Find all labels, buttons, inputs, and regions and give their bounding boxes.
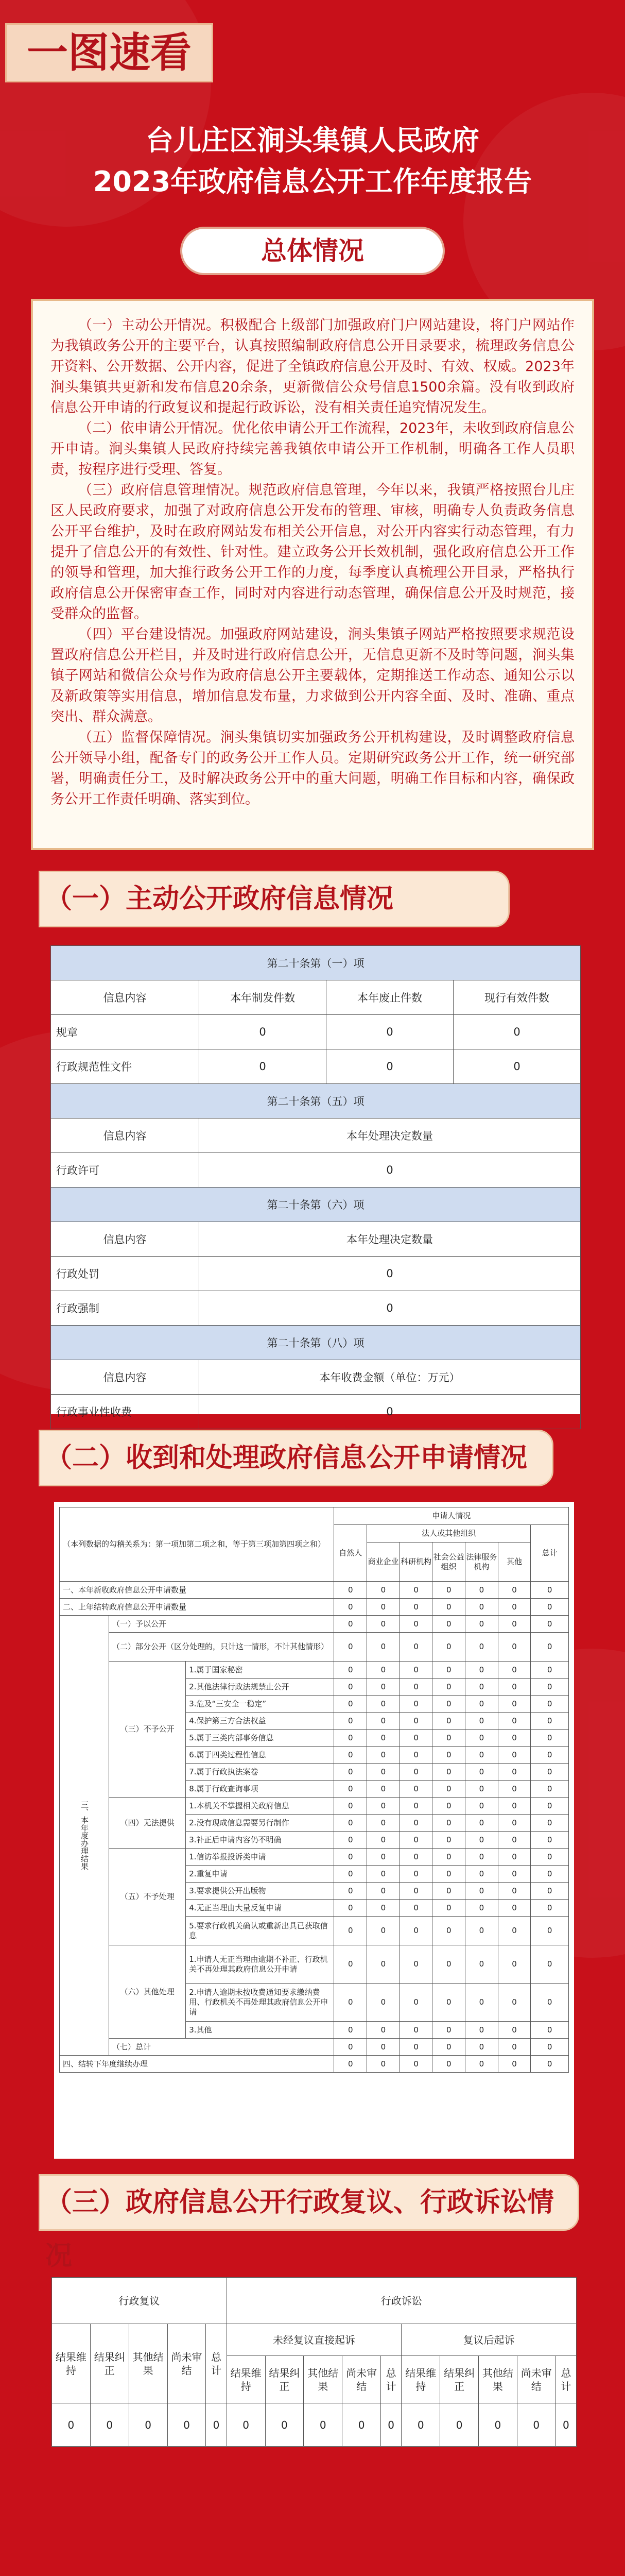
table-header: 本年收费金额（单位：万元） xyxy=(199,1360,581,1395)
table-cell: 0 xyxy=(432,1917,465,1945)
table-header: 第二十条第（六）项 xyxy=(51,1188,581,1222)
table-cell: 0 xyxy=(367,1747,400,1764)
table-cell: 0 xyxy=(465,1866,498,1883)
table-cell: 0 xyxy=(400,1945,432,1984)
table-cell: 0 xyxy=(517,2403,555,2447)
table-cell: 0 xyxy=(400,1798,432,1815)
table-cell: 0 xyxy=(465,1582,498,1599)
table-cell: 0 xyxy=(400,2056,432,2073)
table-cell: 0 xyxy=(367,1713,400,1730)
table-cell: 0 xyxy=(498,1679,531,1696)
table-cell: 0 xyxy=(400,2022,432,2039)
table-cell: 0 xyxy=(367,1917,400,1945)
table-cell: 0 xyxy=(465,1781,498,1798)
table-cell: 0 xyxy=(498,1616,531,1633)
table-cell: 0 xyxy=(367,1730,400,1747)
row-label: 3.其他 xyxy=(186,2022,334,2039)
table-cell: 行政强制 xyxy=(51,1291,199,1326)
table-cell: 0 xyxy=(400,2039,432,2056)
table-cell: 0 xyxy=(531,1917,569,1945)
table-cell: 0 xyxy=(199,1291,581,1326)
table-cell: 0 xyxy=(432,1900,465,1917)
table-header: 结果纠正 xyxy=(440,2356,479,2403)
table-cell: 0 xyxy=(432,1679,465,1696)
table-cell: 0 xyxy=(199,1257,581,1291)
table-cell: 0 xyxy=(465,2039,498,2056)
table-cell: 0 xyxy=(400,1900,432,1917)
table-cell: 0 xyxy=(52,2403,91,2447)
row-label: 7.属于行政执法案卷 xyxy=(186,1764,334,1781)
table-cell: 0 xyxy=(367,2022,400,2039)
table-cell: 0 xyxy=(531,1764,569,1781)
table-cell: 0 xyxy=(465,1815,498,1832)
table-cell: 0 xyxy=(498,2022,531,2039)
table-header: 尚未审结 xyxy=(167,2324,206,2403)
table-cell: 0 xyxy=(334,1849,367,1866)
table-header: 行政诉讼 xyxy=(227,2278,576,2324)
row-label: 1.本机关不掌握相关政府信息 xyxy=(186,1798,334,1815)
table-cell: 0 xyxy=(367,1849,400,1866)
table-cell: 0 xyxy=(334,1747,367,1764)
summary-paragraph: （三）政府信息管理情况。规范政府信息管理，今年以来，我镇严格按照台儿庄区人民政府要求，加强了对政府信息公开发布的管理、审核，明确专人负责政务信息公开平台维护，及时在政府网站发布相关公开信息，对公开内容实行动态管理，有力提升了信息公开的有效性、针对性。建立政务公开长效机制，强化政府信息公开工作的领导和管理，加大推行政务公开工作的力度，每季度认真梳理公开目录，严格执行政府信息公开保密审查工作，同时对内容进行动态管理，确保信息公开及时规范，接受群众的监督。 xyxy=(50,482,575,622)
table-header: 尚未审结 xyxy=(342,2356,381,2403)
table-cell: 0 xyxy=(402,2403,440,2447)
table-cell: 0 xyxy=(432,1798,465,1815)
table-header: 总计 xyxy=(555,2356,576,2403)
table-header: 结果纠正 xyxy=(90,2324,129,2403)
table-cell: 0 xyxy=(400,1849,432,1866)
table-cell: 0 xyxy=(465,1616,498,1633)
table-cell: 0 xyxy=(400,1764,432,1781)
row-label: （七）总计 xyxy=(109,2039,334,2056)
table-cell: 0 xyxy=(334,1662,367,1679)
table-cell: 0 xyxy=(400,1747,432,1764)
table-header: 其他结果 xyxy=(129,2324,167,2403)
table-cell: 行政许可 xyxy=(51,1153,199,1188)
table-cell: 0 xyxy=(465,1917,498,1945)
table-cell: 0 xyxy=(432,1866,465,1883)
table-cell: 0 xyxy=(465,1730,498,1747)
table-cell: 0 xyxy=(432,1616,465,1633)
table-cell: 0 xyxy=(498,1633,531,1662)
table-cell: 0 xyxy=(334,1883,367,1900)
table-cell: 0 xyxy=(465,1945,498,1984)
overview-summary xyxy=(31,299,594,850)
table-cell: 0 xyxy=(367,2056,400,2073)
table-cell: 0 xyxy=(465,1984,498,2022)
table-header: 信息内容 xyxy=(51,1118,199,1153)
table-cell: 0 xyxy=(326,1015,454,1049)
table-cell: 0 xyxy=(498,2039,531,2056)
table-header: 结果维持 xyxy=(52,2324,91,2403)
table-cell: 0 xyxy=(334,1945,367,1984)
table-cell: 0 xyxy=(367,1679,400,1696)
table-cell: 0 xyxy=(400,1713,432,1730)
row-label: （四）无法提供 xyxy=(109,1798,186,1849)
table-header: 尚未审结 xyxy=(517,2356,555,2403)
section-heading-applications: （二）收到和处理政府信息公开申请情况 xyxy=(39,1430,553,1486)
table-cell: 0 xyxy=(334,2039,367,2056)
table-cell: 0 xyxy=(498,1764,531,1781)
table-cell: 0 xyxy=(465,1849,498,1866)
table-header: 申请人情况 xyxy=(334,1507,569,1525)
table-header: 科研机构 xyxy=(400,1543,432,1582)
table-cell: 0 xyxy=(367,1662,400,1679)
table-cell: 0 xyxy=(498,1662,531,1679)
table-cell: 0 xyxy=(334,1866,367,1883)
table-cell: 0 xyxy=(367,1616,400,1633)
table-cell: 0 xyxy=(498,1849,531,1866)
table-cell: 0 xyxy=(531,1696,569,1713)
table-cell: 0 xyxy=(400,1582,432,1599)
table-cell: 行政事业性收费 xyxy=(51,1395,199,1429)
table-header: 法人或其他组织 xyxy=(367,1525,531,1543)
summary-paragraph: （二）依申请公开情况。优化依申请公开工作流程，2023年，未收到政府信息公开申请。涧头集镇人民政府持续完善我镇依申请公开工作机制，明确各工作人员职责，按程序进行受理、答复。 xyxy=(50,420,575,478)
table-cell: 0 xyxy=(227,2403,265,2447)
row-label: 4.保护第三方合法权益 xyxy=(186,1713,334,1730)
table-cell: 0 xyxy=(400,1730,432,1747)
table-cell: 0 xyxy=(531,1662,569,1679)
table-cell: 0 xyxy=(432,1815,465,1832)
table-cell: 0 xyxy=(479,2403,517,2447)
table-header: 其他结果 xyxy=(479,2356,517,2403)
table-cell: 0 xyxy=(400,1781,432,1798)
table-cell: 0 xyxy=(326,1049,454,1084)
table-header: 信息内容 xyxy=(51,980,199,1015)
row-label: 2.没有现成信息需要另行制作 xyxy=(186,1815,334,1832)
table-cell: 0 xyxy=(334,2056,367,2073)
table-cell: 0 xyxy=(342,2403,381,2447)
overview-heading: 总体情况 xyxy=(180,227,445,275)
table-cell: 0 xyxy=(367,1633,400,1662)
table-cell: 0 xyxy=(498,1945,531,1984)
table-cell: 0 xyxy=(400,1815,432,1832)
table-cell: 0 xyxy=(465,1633,498,1662)
row-label: 3.要求提供公开出版物 xyxy=(186,1883,334,1900)
table-cell: 0 xyxy=(381,2403,402,2447)
table-cell: 0 xyxy=(167,2403,206,2447)
table-cell: 0 xyxy=(90,2403,129,2447)
table-cell: 0 xyxy=(531,1815,569,1832)
table-header: 行政复议 xyxy=(52,2278,227,2324)
table-cell: 0 xyxy=(531,1883,569,1900)
table-cell: 0 xyxy=(367,1883,400,1900)
report-title-line2: 2023年政府信息公开工作年度报告 xyxy=(93,165,532,198)
table-cell: 0 xyxy=(334,1815,367,1832)
table-header: 第二十条第（八）项 xyxy=(51,1326,581,1360)
table-cell: 0 xyxy=(465,1696,498,1713)
row-label: 8.属于行政查询事项 xyxy=(186,1781,334,1798)
table-cell: 0 xyxy=(465,1679,498,1696)
table-header: 本年处理决定数量 xyxy=(199,1222,581,1257)
table-cell: 0 xyxy=(498,1815,531,1832)
table-cell: 0 xyxy=(498,1730,531,1747)
table-cell: 0 xyxy=(367,1781,400,1798)
table-cell: 0 xyxy=(400,1633,432,1662)
table-cell: 0 xyxy=(465,2022,498,2039)
table-cell: 0 xyxy=(531,1730,569,1747)
table-cell: 0 xyxy=(498,1696,531,1713)
table-cell: 0 xyxy=(400,1662,432,1679)
table-cell: 0 xyxy=(531,1984,569,2022)
row-label: 3.危及“三安全一稳定” xyxy=(186,1696,334,1713)
summary-paragraph: （五）监督保障情况。涧头集镇切实加强政务公开机构建设，及时调整政府信息公开领导小组，配备专门的政务公开工作人员。定期研究政务公开工作，统一研究部署，明确责任分工，及时解决政务公开中的重大问题，明确工作目标和内容，确保政务公开工作责任明确、落实到位。 xyxy=(50,730,575,807)
table-cell: 0 xyxy=(199,1049,326,1084)
table-cell: 0 xyxy=(367,1798,400,1815)
table-cell: 0 xyxy=(367,1945,400,1984)
table-cell: 0 xyxy=(465,1764,498,1781)
row-label: 5.要求行政机关确认或重新出具已获取信息 xyxy=(186,1917,334,1945)
table-cell: 0 xyxy=(498,1781,531,1798)
table-cell: 0 xyxy=(334,1696,367,1713)
table-cell: 0 xyxy=(498,1917,531,1945)
table-cell: 0 xyxy=(334,1832,367,1849)
table-cell: 0 xyxy=(265,2403,304,2447)
table-cell: 0 xyxy=(498,1582,531,1599)
table-cell: 0 xyxy=(334,2022,367,2039)
table-cell: 0 xyxy=(465,1662,498,1679)
table-header: 总计 xyxy=(531,1525,569,1582)
table-cell: 0 xyxy=(400,1616,432,1633)
table-cell: 0 xyxy=(531,1945,569,1984)
table-cell: 0 xyxy=(465,2056,498,2073)
table-header: 商业企业 xyxy=(367,1543,400,1582)
quick-view-tag: 一图速看 xyxy=(5,23,213,82)
table-cell: 0 xyxy=(432,1633,465,1662)
table-header: 结果维持 xyxy=(402,2356,440,2403)
table-cell: 0 xyxy=(367,1764,400,1781)
table-header: 信息内容 xyxy=(51,1222,199,1257)
table-cell: 0 xyxy=(531,1679,569,1696)
table-cell: 0 xyxy=(498,1984,531,2022)
table-cell: 0 xyxy=(432,1730,465,1747)
table-cell: 0 xyxy=(531,1616,569,1633)
table-cell: 0 xyxy=(465,1747,498,1764)
table-cell: 0 xyxy=(432,1945,465,1984)
table-cell: 0 xyxy=(199,1015,326,1049)
row-label: （五）不予处理 xyxy=(109,1849,186,1945)
table-cell: 0 xyxy=(334,1730,367,1747)
table-cell: 0 xyxy=(498,1883,531,1900)
table-cell: 0 xyxy=(400,1679,432,1696)
table-cell: 0 xyxy=(432,1984,465,2022)
table-header: 第二十条第（五）项 xyxy=(51,1084,581,1118)
table-header: 其他 xyxy=(498,1543,531,1582)
table-cell: 0 xyxy=(400,1917,432,1945)
row-label: 1.申请人无正当理由逾期不补正、行政机关不再处理其政府信息公开申请 xyxy=(186,1945,334,1984)
table-cell: 0 xyxy=(367,1900,400,1917)
table-cell: 0 xyxy=(400,1984,432,2022)
table-cell: 0 xyxy=(432,1849,465,1866)
row-label: 5.属于三类内部事务信息 xyxy=(186,1730,334,1747)
table-cell: 0 xyxy=(440,2403,479,2447)
table-cell: 行政规范性文件 xyxy=(51,1049,199,1084)
table-cell: 0 xyxy=(367,1832,400,1849)
table-cell: 0 xyxy=(367,2039,400,2056)
table-cell: 0 xyxy=(432,1713,465,1730)
table-cell: 0 xyxy=(531,1832,569,1849)
row-label: 2.其他法律行政法规禁止公开 xyxy=(186,1679,334,1696)
table-cell: 0 xyxy=(400,1832,432,1849)
summary-paragraph: （一）主动公开情况。积极配合上级部门加强政府门户网站建设，将门户网站作为我镇政务公开的主要平台，认真按照编制政府信息公开目录要求，梳理政务信息公开资料、公开数据、公开内容，促进了全镇政府信息公开及时、有效、权威。2023年涧头集镇共更新和发布信息20余条，更新微信公众号信息1500余篇。没有收到政府信息公开申请的行政复议和提起行政诉讼，没有相关责任追究情况发生。 xyxy=(50,317,575,416)
table-cell: 0 xyxy=(531,1866,569,1883)
table-cell: 0 xyxy=(531,1747,569,1764)
row-label: 1.信访举报投诉类申请 xyxy=(186,1849,334,1866)
table-cell: 0 xyxy=(334,1616,367,1633)
table-cell: 0 xyxy=(400,1866,432,1883)
section-heading-review-litigation: （三）政府信息公开行政复议、行政诉讼情况 xyxy=(39,2174,579,2231)
table-cell: 0 xyxy=(367,1696,400,1713)
row-label: 四、结转下年度继续办理 xyxy=(60,2056,334,2073)
table-cell: 0 xyxy=(199,1153,581,1188)
table-cell: 0 xyxy=(498,1747,531,1764)
table-cell: 0 xyxy=(334,1713,367,1730)
row-label: 三、本年度办理结果 xyxy=(60,1616,109,2056)
table-cell: 0 xyxy=(432,1781,465,1798)
table-header: （本列数据的勾稽关系为：第一项加第二项之和，等于第三项加第四项之和） xyxy=(60,1507,334,1582)
table-cell: 0 xyxy=(555,2403,576,2447)
table-cell: 0 xyxy=(531,1599,569,1616)
review-litigation-table xyxy=(51,2277,577,2447)
row-label: （六）其他处理 xyxy=(109,1945,186,2039)
section-heading-active-disclosure: （一）主动公开政府信息情况 xyxy=(39,871,510,927)
row-label: 6.属于四类过程性信息 xyxy=(186,1747,334,1764)
table-cell: 0 xyxy=(367,1582,400,1599)
table-cell: 0 xyxy=(400,1883,432,1900)
table-header: 本年废止件数 xyxy=(326,980,454,1015)
table-header: 总计 xyxy=(206,2324,227,2403)
table-cell: 0 xyxy=(531,1849,569,1866)
table-header: 现行有效件数 xyxy=(454,980,581,1015)
active-disclosure-table xyxy=(50,945,581,1418)
row-label: 二、上年结转政府信息公开申请数量 xyxy=(60,1599,334,1616)
table-cell: 0 xyxy=(465,1883,498,1900)
row-label: 一、本年新收政府信息公开申请数量 xyxy=(60,1582,334,1599)
table-cell: 0 xyxy=(334,1781,367,1798)
table-header: 其他结果 xyxy=(304,2356,342,2403)
table-cell: 0 xyxy=(465,1599,498,1616)
table-cell: 0 xyxy=(367,1984,400,2022)
table-cell: 0 xyxy=(531,1798,569,1815)
table-cell: 0 xyxy=(432,1599,465,1616)
table-cell: 0 xyxy=(334,1798,367,1815)
table-header: 未经复议直接起诉 xyxy=(227,2324,402,2356)
table-cell: 0 xyxy=(531,1781,569,1798)
summary-paragraph: （四）平台建设情况。加强政府网站建设，涧头集镇子网站严格按照要求规范设置政府信息公开栏目，并及时进行政府信息公开，无信息更新不及时等问题，涧头集镇子网站和微信公众号作为政府信息公开主要载体，定期推送工作动态、通知公示以及新政策等实用信息，增加信息发布量，力求做到公开内容全面、及时、准确、重点突出、群众满意。 xyxy=(50,626,575,725)
table-header: 自然人 xyxy=(334,1525,367,1582)
row-label: （三）不予公开 xyxy=(109,1662,186,1798)
table-cell: 0 xyxy=(465,1713,498,1730)
table-cell: 0 xyxy=(454,1015,581,1049)
table-cell: 0 xyxy=(531,1582,569,1599)
table-header: 本年制发件数 xyxy=(199,980,326,1015)
table-cell: 0 xyxy=(454,1049,581,1084)
table-cell: 0 xyxy=(432,1582,465,1599)
table-cell: 0 xyxy=(367,1866,400,1883)
table-cell: 0 xyxy=(498,1599,531,1616)
table-cell: 0 xyxy=(206,2403,227,2447)
table-cell: 0 xyxy=(432,1662,465,1679)
table-header: 法律服务机构 xyxy=(465,1543,498,1582)
table-cell: 0 xyxy=(432,1764,465,1781)
table-cell: 0 xyxy=(400,1599,432,1616)
table-cell: 0 xyxy=(432,1696,465,1713)
table-cell: 0 xyxy=(465,1900,498,1917)
table-cell: 0 xyxy=(334,1764,367,1781)
table-cell: 0 xyxy=(400,1696,432,1713)
table-cell: 0 xyxy=(334,1633,367,1662)
table-header: 第二十条第（一）项 xyxy=(51,946,581,980)
table-header: 本年处理决定数量 xyxy=(199,1118,581,1153)
table-cell: 0 xyxy=(531,1713,569,1730)
table-cell: 0 xyxy=(531,2056,569,2073)
table-cell: 0 xyxy=(334,1900,367,1917)
table-cell: 0 xyxy=(498,1900,531,1917)
row-label: 2.申请人逾期未按收费通知要求缴纳费用、行政机关不再处理其政府信息公开申请 xyxy=(186,1984,334,2022)
table-cell: 0 xyxy=(367,1815,400,1832)
table-cell: 0 xyxy=(531,1900,569,1917)
table-cell: 0 xyxy=(498,1798,531,1815)
table-cell: 0 xyxy=(199,1395,581,1429)
table-header: 复议后起诉 xyxy=(402,2324,577,2356)
table-header: 总计 xyxy=(381,2356,402,2403)
table-cell: 0 xyxy=(129,2403,167,2447)
table-cell: 0 xyxy=(432,1832,465,1849)
row-label: （二）部分公开（区分处理的，只计这一情形，不计其他情形） xyxy=(109,1633,334,1662)
table-cell: 0 xyxy=(334,1582,367,1599)
report-title-line1: 台儿庄区涧头集镇人民政府 xyxy=(146,124,479,157)
table-cell: 0 xyxy=(432,2039,465,2056)
table-cell: 0 xyxy=(465,1798,498,1815)
table-cell: 0 xyxy=(367,1599,400,1616)
table-cell: 0 xyxy=(432,2056,465,2073)
row-label: 2.重复申请 xyxy=(186,1866,334,1883)
table-cell: 0 xyxy=(432,2022,465,2039)
applications-table xyxy=(54,1502,574,2159)
row-label: 3.补正后申请内容仍不明确 xyxy=(186,1832,334,1849)
table-header: 结果纠正 xyxy=(265,2356,304,2403)
row-label: （一）予以公开 xyxy=(109,1616,334,1633)
table-header: 结果维持 xyxy=(227,2356,265,2403)
row-label: 4.无正当理由大量反复申请 xyxy=(186,1900,334,1917)
table-cell: 0 xyxy=(432,1747,465,1764)
row-label: 1.属于国家秘密 xyxy=(186,1662,334,1679)
table-cell: 规章 xyxy=(51,1015,199,1049)
table-cell: 0 xyxy=(498,1866,531,1883)
table-header: 社会公益组织 xyxy=(432,1543,465,1582)
table-cell: 0 xyxy=(334,1679,367,1696)
table-cell: 0 xyxy=(304,2403,342,2447)
table-cell: 0 xyxy=(498,1832,531,1849)
table-cell: 0 xyxy=(498,2056,531,2073)
table-cell: 0 xyxy=(498,1713,531,1730)
table-cell: 0 xyxy=(531,2039,569,2056)
table-cell: 0 xyxy=(334,1917,367,1945)
table-cell: 行政处罚 xyxy=(51,1257,199,1291)
table-header: 信息内容 xyxy=(51,1360,199,1395)
table-cell: 0 xyxy=(531,2022,569,2039)
table-cell: 0 xyxy=(334,1599,367,1616)
table-cell: 0 xyxy=(531,1633,569,1662)
table-cell: 0 xyxy=(465,1832,498,1849)
table-cell: 0 xyxy=(334,1984,367,2022)
table-cell: 0 xyxy=(432,1883,465,1900)
